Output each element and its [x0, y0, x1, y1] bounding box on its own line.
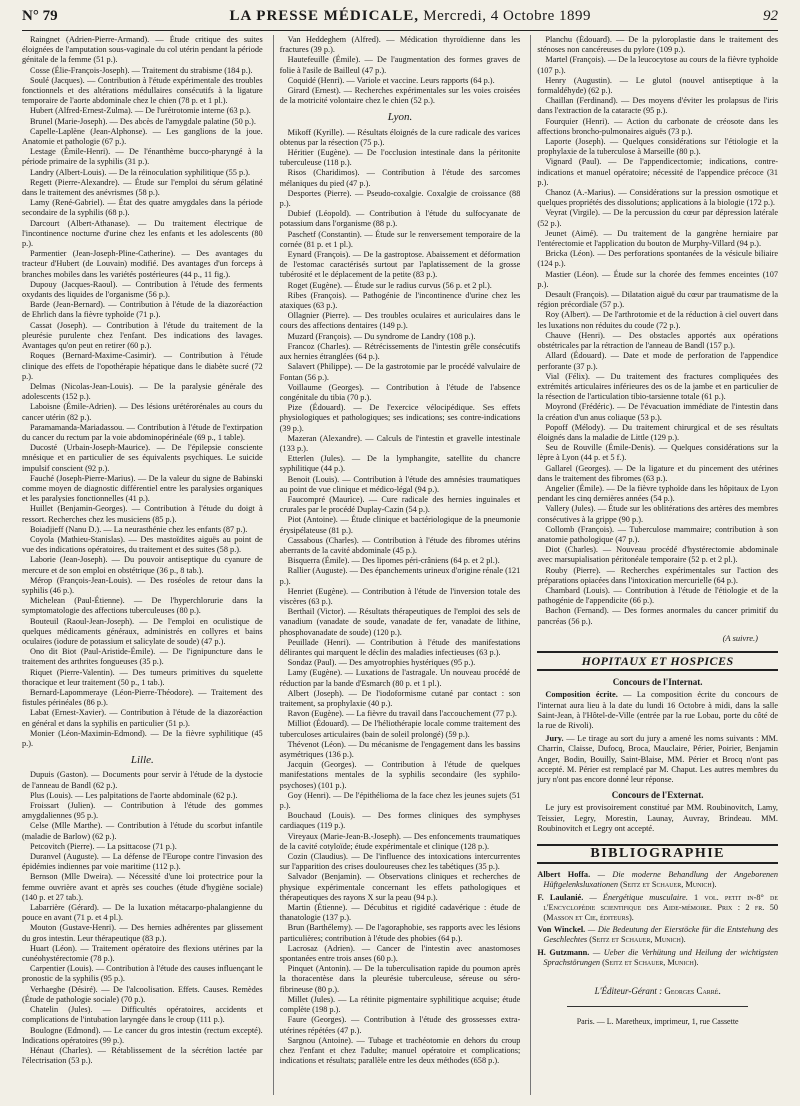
thesis-entry: Laporte (Joseph). — Quelques considérations sur l'étiologie et la prophylaxie de la tuberculose à Marseille (80 p.).: [537, 137, 778, 157]
to-be-continued: (A suivre.): [722, 632, 759, 643]
composition-text: — La composition écrite du concours de l'internat aura lieu à la date du lundi 16 Octobre à midi, dans la salle Saint-Jean, à l'Hôtel-de-Ville (entrée par la rue Lobau, porte du côté de la rue de Rivoli).: [537, 690, 778, 730]
thesis-entry: Ono dit Biot (Paul-Aristide-Émile). — De l'ignipuncture dans le traitement des arthrites fongueuses (35 p.).: [22, 647, 263, 667]
bib-title: — Ueber die Verhütung und Heilung der wichtigsten Sprachstörungen: [543, 947, 778, 967]
issue-number: N° 79: [22, 8, 58, 24]
thesis-entry: Berthail (Victor). — Résultats thérapeutiques de l'emploi des sels de vanadium (vanadate de soude, vanadate de fer, vanadate de lithine, phosphovanadate de soude) (120 p.).: [279, 607, 521, 637]
bibliography-item: [537, 893, 778, 924]
thesis-entry: Mérop (François-Jean-Louis). — Des roséoles de retour dans la syphilis (46 p.).: [22, 575, 263, 595]
thesis-entry: Martin (Étienne). — Décubitus et rigidité cadavérique : étude de thanatologie (137 p.).: [279, 903, 521, 923]
thesis-entry: Cassat (Joseph). — Contribution à l'étude du traitement de la pleurésie purulente chez l'enfant. Des indications des lavages. Avantages qu'on peut en retirer (60 p.).: [22, 320, 263, 351]
page-number: 92: [763, 8, 778, 24]
bibliography-item: [537, 870, 778, 890]
jury-label: Jury.: [545, 734, 564, 744]
thesis-entry: Soulé (Jacques). — Contribution à l'étude expérimentale des troubles fonctionnels et des altérations médullaires consécutifs à la ligature temporaire de l'aorte abdominale chez le chien (78 p. et 1 pl.).: [22, 75, 263, 106]
thesis-entry: Popoff (Mélody). — Du traitement chirurgical et de ses résultats éloignés dans la maladie de Little (129 p.).: [537, 422, 778, 442]
thesis-entry: Etterlen (Jules). — De la lymphangite, satellite du chancre syphilitique (44 p.).: [279, 454, 521, 474]
thesis-entry: Regett (Pierre-Alexandre). — Étude sur l'emploi du sérum gélatiné dans le traitement des anévrismes (58 p.).: [22, 177, 263, 198]
thesis-entry: Héritier (Eugène). — De l'occlusion intestinale dans la péritonite tuberculeuse (118 p.).: [279, 148, 521, 168]
thesis-entry: Plus (Louis). — Les palpitations de l'aorte abdominale (62 p.).: [30, 790, 238, 800]
thesis-entry: Bernson (Mlle Dweira). — Nécessité d'une loi protectrice pour la femme ouvrière avant et après ses couches (étude d'hygiène sociale) (140 p. et 27 tab.).: [22, 872, 263, 902]
thesis-entry: Mikoff (Kyrille). — Résultats éloignés de la cure radicale des varices obtenus par la résection (75 p.).: [279, 127, 521, 147]
thesis-entry: Goy (Henri). — De l'épithélioma de la face chez les jeunes sujets (51 p.).: [279, 790, 521, 811]
thesis-entry: Desportes (Pierre). — Pseudo-coxalgie. Coxalgie de croissance (88 p.).: [279, 188, 521, 209]
thesis-entry: Paschetf (Constantin). — Étude sur le renversement temporaire de la cornée (81 p. et 1 pl.).: [279, 229, 521, 249]
thesis-entry: Roques (Bernard-Maxime-Casimir). — Contribution à l'étude clinique des effets de l'opothérapie hépatique dans le diabète sucré (72 p.).: [22, 351, 263, 381]
thesis-entry: Labarrière (Gérard). — De la luxation métacarpo-phalangienne du pouce en avant (71 p. et 4 pl.).: [22, 903, 263, 923]
column-3: [530, 35, 778, 1095]
thesis-entry: Cosse (Élie-François-Joseph). — Traitement du strabisme (184 p.).: [30, 65, 253, 75]
thesis-entry: Michelean (Paul-Étienne). — De l'hyperchlorurie dans la symptomatologie des affections tuberculeuses (80 p.).: [22, 596, 263, 616]
thesis-entry: Girard (Ernest). — Recherches expérimentales sur les voies croisées de la motricité volontaire chez le chien (52 p.).: [279, 86, 521, 106]
thesis-entry: Ribes (François). — Pathogénie de l'incontinence d'urine chez les ataxiques (63 p.).: [279, 290, 521, 311]
thesis-entry: Seu de Rouville (Émile-Denis). — Quelques considérations sur la lèpre à Lyon (44 p. et 5 f.).: [537, 443, 778, 463]
thesis-entry: Ollagnier (Pierre). — Des troubles oculaires et auriculaires dans le cours des affections dentaires (149 p.).: [279, 311, 521, 331]
thesis-entry: Faure (Georges). — Contribution à l'étude des grossesses extra-utérines répétées (47 p.).: [279, 1015, 521, 1035]
bib-publisher: (Seitz et Schauer, Munich).: [587, 935, 686, 945]
thesis-entry: Van Heddeghem (Alfred). — Médication thyroïdienne dans les fractures (39 p.).: [279, 35, 521, 55]
thesis-entry: Monier (Léon-Maximin-Edmond). — De la fièvre syphilitique (45 p.).: [22, 728, 263, 749]
thesis-entry: Brunel (Marie-Joseph). — Des abcès de l'amygdale palatine (50 p.).: [30, 116, 256, 126]
thesis-list-3: [537, 35, 778, 627]
thesis-entry: Gallarel (Georges). — De la ligature et du pincement des utérines dans le traitement des fibromes (63 p.).: [537, 463, 778, 483]
thesis-entry: Roget (Eugène). — Étude sur le radius curvus (56 p. et 2 pl.).: [287, 280, 492, 290]
thesis-entry: Mastier (Léon). — Étude sur la chorée des femmes enceintes (107 p.).: [537, 269, 778, 289]
section-title-hopitaux: HOPITAUX ET HOSPICES: [537, 651, 778, 671]
thesis-entry: Pize (Édouard). — De l'exercice vélocipédique. Ses effets physiologiques et pathologiques; ses indications; ses contre-indications (39 p.).: [279, 403, 521, 433]
thesis-entry: Allard (Édouard). — Date et mode de perforation de l'appendice perforante (37 p.).: [537, 351, 778, 371]
bibliography-item: [537, 948, 778, 968]
thesis-entry: Sondaz (Paul). — Des amyotrophies hystériques (95 p.).: [287, 658, 476, 668]
composition-paragraph: [537, 690, 778, 731]
thesis-entry: Dupuis (Gaston). — Documents pour servir à l'étude de la dystocie de l'anneau de Bandl (62 p.).: [22, 770, 263, 790]
internat-title: Concours de l'Internat.: [612, 677, 703, 688]
thesis-entry: Martel (François). — De la leucocytose au cours de la fièvre typhoïde (107 p.).: [537, 55, 778, 75]
printer-line: Paris. — L. Maretheux, imprimeur, 1, rue Cassette: [576, 1017, 739, 1027]
thesis-entry: Collomb (François). — Tuberculose mammaire; contribution à son anatomie pathologique (47 p.).: [537, 524, 778, 544]
thesis-entry: Benoit (Louis). — Contribution à l'étude des amnésies traumatiques au point de vue clinique et médico-légal (94 p.).: [279, 474, 521, 494]
thesis-entry: Mazeran (Alexandre). — Calculs de l'intestin et gravelle intestinale (133 p.).: [279, 433, 521, 453]
thesis-entry: Vial (Félix). — Du traitement des fractures compliquées des extrémités articulaires inférieures des os de la jambe et en particulier de la résection de l'articulation tibio-tarsienne totale (61 p.).: [537, 371, 778, 402]
thesis-entry: Chambard (Louis). — Contribution à l'étude de l'étiologie et de la pathogénie de l'appendicite (66 p.).: [537, 585, 778, 606]
bib-publisher: 1 vol. petit in-8° de l'Encyclopédie scientifique des Aide-mémoire. Prix : 2 fr. 50 (Masson et Cie, éditeurs).: [543, 892, 778, 923]
thesis-entry: Dupouy (Jacques-Raoul). — Contribution à l'étude des ferments oxydants des liquides de l'organisme (56 p.).: [22, 279, 263, 300]
thesis-entry: Coquidé (Henri). — Variole et vaccine. Leurs rapports (64 p.).: [287, 75, 495, 85]
thesis-list-lille: [22, 770, 263, 1066]
thesis-entry: Laborie (Jean-Joseph). — Du pouvoir antiseptique du cyanure de mercure et de son emploi en obstétrique (36 p., 8 tab.).: [22, 555, 263, 575]
thesis-entry: Celse (Mlle Marthe). — Contribution à l'étude du scorbut infantile (maladie de Barlow) (62 p.).: [22, 821, 263, 841]
thesis-entry: Muzard (François). — Du syndrome de Landry (108 p.).: [287, 331, 476, 341]
column-2: [273, 35, 521, 1095]
thesis-entry: Barde (Jean-Bernard). — Contribution à l'étude de la diazoréaction de Ehrlich dans la fièvre typhoïde (71 p.).: [22, 300, 263, 320]
thesis-entry: Chatelin (Jules). — Difficultés opératoires, accidents et complications de l'intubation laryngée dans le croup (111 p.).: [22, 1005, 263, 1025]
thesis-entry: Dubief (Léopold). — Contribution à l'étude du sulfocyanate de potassium dans l'organisme (88 p.).: [279, 209, 521, 229]
thesis-entry: Brun (Barthélemy). — De l'agoraphobie, ses rapports avec les lésions particulières; contribution à l'étude des phobies (64 p.).: [279, 923, 521, 943]
thesis-entry: Huillet (Benjamin-Georges). — Contribution à l'étude du doigt à ressort. Recherches chez les musiciens (85 p.).: [22, 504, 263, 524]
thesis-entry: Paramamanda-Mariadassou. — Contribution à l'étude de l'extirpation du cancer du rectum par la voie abdominopérinéale (69 p., 1 table).: [22, 422, 263, 442]
thesis-entry: Millet (Jules). — La rétinite pigmentaire syphilitique acquise; étude complète (198 p.).: [279, 994, 521, 1015]
thesis-entry: Capelle-Laplène (Jean-Alphonse). — Les ganglions de la joue. Anatomie et pathologie (67 p.).: [22, 126, 263, 147]
city-heading-lille: Lille.: [130, 754, 154, 767]
page-header: [22, 8, 778, 31]
thesis-entry: Mouton (Gustave-Henri). — Des hernies adhérentes par glissement du gros intestin. Leur thérapeutique (83 p.).: [22, 923, 263, 943]
editor-name: Georges Carré.: [664, 986, 721, 997]
thesis-entry: Vallery (Jules). — Étude sur les oblitérations des artères des membres consécutives à la grippe (90 p.).: [537, 504, 778, 524]
bibliography-list: [537, 870, 778, 968]
thesis-entry: Bouchaud (Louis). — Des formes cliniques des symphyses cardiaques (119 p.).: [279, 811, 521, 831]
jury-paragraph: [537, 734, 778, 785]
bib-author: Albert Hoffa.: [537, 870, 591, 880]
thesis-entry: Diot (Charles). — Nouveau procédé d'hystérectomie abdominale avec marsupialisation péritonéale temporaire (52 p. et 2 pl.).: [537, 545, 778, 565]
thesis-entry: Hubert (Alfred-Ernest-Zulma). — De l'urétrotomie interne (63 p.).: [30, 106, 251, 116]
thesis-entry: Chanoz (A.-Marius). — Considérations sur la pression osmotique et quelques propriétés des dissolutions; applications à la biologie (172 p.).: [537, 188, 778, 208]
bib-author: H. Gutzmann.: [537, 947, 590, 957]
column-1: [22, 35, 263, 1095]
masthead-date: Mercredi, 4 Octobre 1899: [419, 8, 592, 24]
thesis-entry: Cozin (Claudius). — De l'influence des intoxications intercurrentes sur l'apparition des crises douloureuses chez les tabétiques (35 p.).: [279, 852, 521, 872]
thesis-entry: Bernard-Lapommeraye (Léon-Pierre-Théodore). — Traitement des fistules périnéales (86 p.).: [22, 688, 263, 708]
thesis-entry: Risos (Charidimos). — Contribution à l'étude des sarcomes mélaniques du pied (47 p.).: [279, 168, 521, 188]
thesis-entry: Huart (Léon). — Traitement opératoire des flexions utérines par la cunéohystérectomie (78 p.).: [22, 943, 263, 964]
thesis-entry: Fourquier (Henri). — Action du carbonate de créosote dans les affections broncho-pulmonaires aiguës (73 p.).: [537, 116, 778, 136]
thesis-entry: Planchu (Édouard). — De la pyloroplastie dans le traitement des sténoses non cancéreuses du pylore (109 p.).: [537, 35, 778, 55]
thesis-entry: Boulogne (Edmond). — Le cancer du gros intestin (rectum excepté). Indications opératoires (99 p.).: [22, 1025, 263, 1045]
externat-paragraph: Le jury est provisoirement constitué par MM. Roubinovitch, Lamy, Teissier, Legry, Morestin, Launay, Auvray, Brindeau. MM. Roubinovitch et Legry ont accepté.: [537, 803, 778, 833]
thesis-list-2: [280, 35, 521, 106]
thesis-entry: Vignard (Paul). — De l'appendicectomie; indications, contre-indications et manuel opératoire; nécessité de l'appendice précoce (31 p.).: [537, 157, 778, 187]
thesis-entry: Salavert (Philippe). — De la gastrotomie par le procédé valvulaire de Fontan (56 p.).: [279, 362, 521, 382]
externat-title: Concours de l'Externat.: [611, 790, 704, 801]
thesis-entry: Cassabous (Charles). — Contribution à l'étude des fibromes utérins aberrants de la cavité abdominale (45 p.).: [279, 535, 521, 555]
thesis-entry: Sargnou (Antoine). — Tubage et trachéotomie en dehors du croup chez l'enfant et chez l'adulte; manuel opératoire et complications; indications et résultats; parallèle entre les deux méthodes (658 p.).: [279, 1035, 521, 1066]
divider: [567, 1006, 748, 1007]
editor-line: [537, 986, 778, 996]
thesis-entry: Carpentier (Louis). — Contribution à l'étude des causes influençant le pronostic de la syphilis (95 p.).: [22, 964, 263, 984]
thesis-entry: Petcovitch (Pierre). — La psittacose (71 p.).: [30, 841, 177, 851]
thesis-entry: Rallier (Auguste). — Des épanchements urineux d'origine rénale (121 p.).: [279, 566, 521, 586]
thesis-entry: Duranvel (Auguste). — La défense de l'Europe contre l'invasion des épidémies indiennes par voie maritime (112 p.).: [22, 852, 263, 872]
thesis-entry: Verhaeghe (Désiré). — De l'alcoolisation. Effets. Causes. Remèdes (Étude de pathologie sociale) (70 p.).: [22, 984, 263, 1004]
thesis-entry: Chaillan (Ferdinand). — Des moyens d'éviter les prolapsus de l'iris dans l'extraction de la cataracte (95 p.).: [537, 96, 778, 116]
thesis-entry: Coyola (Mathieu-Stanislas). — Des mastoïdites aiguës au point de vue des indications opératoires, du traitement et des suites (58 p.).: [22, 534, 263, 555]
thesis-entry: Salvador (Benjamin). — Observations cliniques et recherches de physique expérimentale concernant les effets pathologiques et thérapeutiques des rayons X sur la peau (94 p.).: [279, 872, 521, 902]
thesis-entry: Raingnet (Adrien-Pierre-Armand). — Étude critique des suites éloignées de l'amputation sous-vaginale du col utérin pendant la période génitale de la femme (51 p.).: [22, 35, 263, 65]
thesis-entry: Francoz (Charles). — Rétrécissements de l'intestin grêle consécutifs aux hernies étranglées (64 p.).: [279, 341, 521, 362]
thesis-entry: Albert (Joseph). — De l'iodoformisme cutané par contact : son traitement, sa prophylaxie (40 p.).: [279, 688, 521, 708]
thesis-entry: Landry (Albert-Louis). — De la réinoculation syphilitique (55 p.).: [30, 167, 251, 177]
thesis-entry: Angelier (Émile). — De la fièvre typhoïde dans les hôpitaux de Lyon pendant les cinq dernières années (54 p.).: [537, 483, 778, 504]
thesis-entry: Vireyaux (Marie-Jean-B.-Joseph). — Des enfoncements traumatiques de la cavité cotyloïde; étude expérimentale et clinique (128 p.).: [279, 831, 521, 851]
thesis-entry: Bisquerra (Émile). — Des lipomes péri-crâniens (64 p. et 2 pl.).: [287, 556, 500, 566]
thesis-entry: Bricka (Léon). — Des perforations spontanées de la vésicule biliaire (124 p.).: [537, 249, 778, 269]
thesis-entry: Darcourt (Albert-Athanase). — Du traitement électrique de l'incontinence nocturne d'urine chez les enfants et les adolescents (80 p.).: [22, 218, 263, 249]
thesis-entry: Bouteuil (Raoul-Jean-Joseph). — De l'emploi en oculistique de quelques médicaments généraux, administrés en collyres et bains oculaires (iodure de potassium et salicylate de soude) (47 p.).: [22, 616, 263, 646]
thesis-entry: Lacrosaz (Adrien). — Cancer de l'intestin avec anastomoses spontanées entre trois anses (60 p.).: [279, 943, 521, 964]
bib-author: F. Laulanié.: [537, 892, 584, 902]
bib-title: — Die moderne Behandlung der Angeborenen Hüftgelenksluxationen: [543, 870, 778, 890]
composition-label: Composition écrite.: [545, 690, 618, 700]
thesis-entry: Laboisne (Émile-Adrien). — Des lésions urétérorénales au cours du cancer utérin (82 p.).: [22, 402, 263, 422]
section-title-bibliographie: BIBLIOGRAPHIE: [537, 844, 778, 864]
thesis-entry: Veyrat (Virgile). — De la percussion du cœur par dépression latérale (52 p.).: [537, 208, 778, 228]
jury-text: — Le tirage au sort du jury a amené les noms suivants : MM. Charrin, Claisse, Dufocq, Broca, Mauclaire, Périer, Poirier, Benjamin Anger, Bodin, Bouilly, Saint-Blaise, MM. Périer et Brocq n'ont pas accepté. M. Périer est remplacé par M. Chaput. Les autres membres du jury n'ont pas encore donné leur réponse.: [537, 734, 778, 785]
thesis-entry: Piot (Antoine). — Étude clinique et bactériologique de la pneumonie érysipélateuse (81 p.).: [279, 515, 521, 535]
thesis-entry: Fauché (Joseph-Pierre-Marius). — De la valeur du signe de Babinski comme moyen de diagnostic différentiel entre les paralysies organiques et les paralysies fonctionnelles (41 p.).: [22, 473, 263, 504]
thesis-entry: Pinquet (Antonin). — De la tuberculisation rapide du poumon après la thoracentèse dans la pleurésie tuberculeuse, séreuse ou séro-fibrineuse (80 p.).: [279, 964, 521, 994]
columns: [22, 35, 778, 1095]
thesis-entry: Roy (Albert). — De l'arthrotomie et de la réduction à ciel ouvert dans les luxations non réduites du coude (72 p.).: [537, 310, 778, 330]
thesis-entry: Eynard (François). — De la gastroptose. Abaissement et déformation de l'estomac caractérisés surtout par l'aplatissement de la grosse tubérosité et le déplacement de la petite (83 p.).: [279, 250, 521, 280]
thesis-entry: Ravon (Eugène). — La fièvre du travail dans l'accouchement (77 p.).: [287, 709, 518, 719]
thesis-list-lyon: [280, 128, 521, 1067]
masthead-name: LA PRESSE MÉDICALE,: [229, 8, 420, 24]
thesis-entry: Labat (Ernest-Xavier). — Contribution à l'étude de la diazoréaction en général et dans la syphilis en particulier (51 p.).: [22, 708, 263, 728]
thesis-entry: Hénaut (Charles). — Rétablissement de la sécrétion lactée par l'électrisation (53 p.).: [22, 1045, 263, 1066]
thesis-entry: Lestage (Émile-Henri). — De l'énanthème bucco-pharyngé à la période primaire de la syphilis (31 p.).: [22, 147, 263, 167]
thesis-entry: Froissart (Julien). — Contribution à l'étude des gommes amygdaliennes (95 p.).: [22, 801, 263, 821]
thesis-entry: Parmentier (Jean-Joseph-Pline-Catherine). — Des avantages du tracteur d'Hubert (de Louvain) modifié. Des avantages d'un forceps à branches mobiles dans les variétés postérieures (44 p., 11 fig.).: [22, 249, 263, 279]
thesis-entry: Rouby (Pierre). — Recherches expérimentales sur l'action des préparations opiacées dans l'intoxication mercurielle (64 p.).: [537, 565, 778, 585]
thesis-entry: Ducosté (Urbain-Joseph-Maurice). — De l'épilepsie consciente mnésique et en particulier de ses équivalents psychiques. Le suicide impulsif conscient (92 p.).: [22, 443, 263, 473]
thesis-entry: Desault (François). — Dilatation aiguë du cœur par traumatisme de la région précordiale (57 p.).: [537, 290, 778, 310]
thesis-entry: Thévenot (Léon). — Du mécanisme de l'engagement dans les bassins asymétriques (136 p.).: [279, 739, 521, 760]
bib-publisher: (Seitz et Schauer, Munich).: [618, 880, 717, 890]
thesis-entry: Lamy (Eugène). — Luxations de l'astragale. Un nouveau procédé de réduction par la bande d'Esmarch (80 p. et 1 pl.).: [279, 668, 521, 688]
thesis-entry: Peuillade (Henri). — Contribution à l'étude des manifestations délirantes qui marquent le déclin des maladies infectieuses (63 p.).: [279, 637, 521, 657]
thesis-entry: Henry (Augustin). — Le glutol (nouvel antiseptique à la formaldéhyde) (62 p.).: [537, 75, 778, 96]
thesis-entry: Voillaume (Georges). — Contribution à l'étude de l'absence congénitale du tibia (70 p.).: [279, 382, 521, 402]
bib-publisher: (Seitz et Schauer, Munich).: [600, 957, 699, 967]
thesis-entry: Lamy (René-Gabriel). — État des quatre amygdales dans la période secondaire de la syphilis (68 p.).: [22, 198, 263, 218]
thesis-entry: Jacquin (Georges). — Contribution à l'étude de quelques manifestations mentales de la syphilis secondaire (les syphilo-psychoses) (101 p.).: [279, 760, 521, 790]
thesis-entry: Jeunet (Aimé). — Du traitement de la gangrène herniaire par l'entérectomie et l'application du bouton de Murphy-Villard (94 p.).: [537, 228, 778, 249]
thesis-entry: Delmas (Nicolas-Jean-Louis). — De la paralysie générale des adolescents (152 p.).: [22, 381, 263, 402]
thesis-entry: Chauve (Henri). — Des obstacles apportés aux opérations obstétricales par la rétraction de l'anneau de Bandl (157 p.).: [537, 330, 778, 351]
bib-title: — Die Bedeutung der Eierstöcke für die Entstehung des Geschlechtes: [543, 925, 778, 945]
thesis-entry: Moyrond (Frédéric). — De l'évacuation immédiate de l'intestin dans la création d'un anus coliaque (53 p.).: [537, 402, 778, 422]
thesis-list-1: [22, 35, 263, 749]
thesis-entry: Hautefeuille (Émile). — De l'augmentation des formes graves de folie à l'asile de Bailleul (47 p.).: [279, 55, 521, 75]
thesis-entry: Bachon (Fernand). — Des formes anormales du cancer primitif du pancréas (56 p.).: [537, 606, 778, 626]
thesis-entry: Riquet (Pierre-Valentin). — Des tumeurs primitives du squelette thoracique et leur traitement (50 p., 1 tab.).: [22, 667, 263, 687]
bibliography-item: [537, 925, 778, 945]
bib-title: — Énergétique musculaire.: [583, 892, 688, 902]
thesis-entry: Milliot (Édouard). — De l'héliothérapie locale comme traitement des tuberculoses articulaires (bain de soleil prolongé) (59 p.).: [279, 719, 521, 739]
city-heading-lyon: Lyon.: [387, 111, 413, 124]
editor-label: L'Éditeur-Gérant :: [594, 986, 665, 997]
thesis-entry: Boiadjieff (Nanu D.). — La neurasthénie chez les enfants (87 p.).: [30, 524, 248, 534]
masthead-title: [230, 8, 592, 25]
bib-author: Von Winckel.: [537, 925, 586, 935]
thesis-entry: Henriet (Eugène). — Contribution à l'étude de l'inversion totale des viscères (63 p.).: [279, 586, 521, 606]
thesis-entry: Faucompré (Maurice). — Cure radicale des hernies inguinales et crurales par le procédé Duplay-Cazin (54 p.).: [279, 494, 521, 515]
